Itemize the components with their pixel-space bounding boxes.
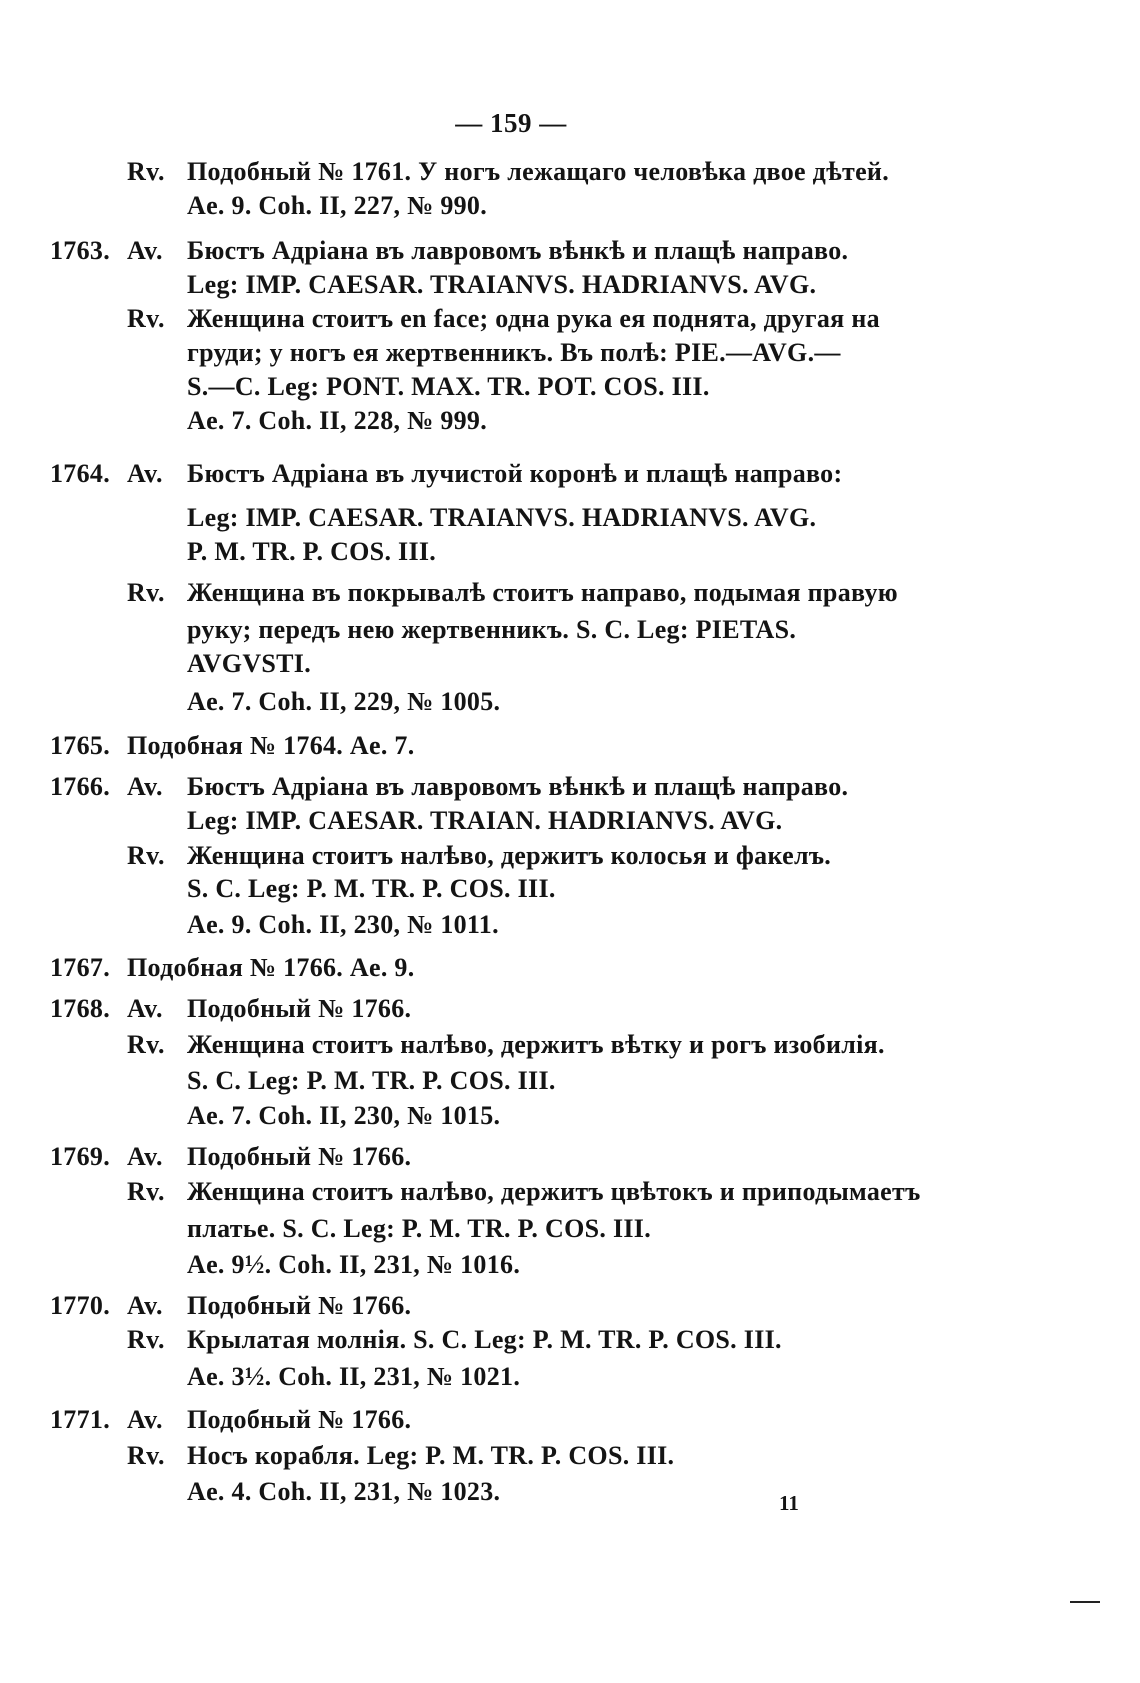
entry-number: 1768. bbox=[50, 994, 110, 1023]
line-text: Ae. 9. Coh. II, 230, № 1011. bbox=[187, 910, 499, 939]
line-text: Подобная № 1766. Ae. 9. bbox=[127, 953, 415, 982]
line-text: Ae. 4. Coh. II, 231, № 1023. bbox=[187, 1477, 501, 1506]
entry-number: 1769. bbox=[50, 1142, 110, 1171]
line-text: Бюстъ Адріана въ лавровомъ вѣнкѣ и плащѣ направо. bbox=[187, 772, 849, 801]
reverse-label: Rv. bbox=[127, 578, 165, 607]
line-text: Leg: IMP. CAESAR. TRAIANVS. HADRIANVS. AVG. bbox=[187, 503, 817, 532]
line-text: Женщина стоитъ налѣво, держитъ цвѣтокъ и приподымаетъ bbox=[187, 1177, 921, 1206]
line-text: Женщина въ покрывалѣ стоитъ направо, подымая правую bbox=[187, 578, 898, 607]
reverse-label: Rv. bbox=[127, 157, 165, 186]
entry-number: 1764. bbox=[50, 459, 110, 488]
line-text: платье. S. C. Leg: P. M. TR. P. COS. III. bbox=[187, 1214, 652, 1243]
line-text: Подобный № 1761. У ногъ лежащаго человѣка двое дѣтей. bbox=[187, 157, 890, 186]
line-text: груди; у ногъ ея жертвенникъ. Въ полѣ: PIE.—AVG.— bbox=[187, 338, 841, 367]
entry-number: 1771. bbox=[50, 1405, 110, 1434]
line-text: AVGVSTI. bbox=[187, 649, 312, 678]
line-text: Бюстъ Адріана въ лучистой коронѣ и плащѣ направо: bbox=[187, 459, 843, 488]
obverse-label: Av. bbox=[127, 1405, 163, 1434]
entry-number: 1770. bbox=[50, 1291, 110, 1320]
obverse-label: Av. bbox=[127, 994, 163, 1023]
line-text: Ae. 9. Coh. II, 227, № 990. bbox=[187, 191, 488, 220]
obverse-label: Av. bbox=[127, 1142, 163, 1171]
entry-number: 1763. bbox=[50, 236, 110, 265]
obverse-label: Av. bbox=[127, 459, 163, 488]
line-text: Leg: IMP. CAESAR. TRAIAN. HADRIANVS. AVG. bbox=[187, 806, 783, 835]
line-text: Женщина стоитъ налѣво, держитъ вѣтку и рогъ изобилія. bbox=[187, 1030, 885, 1059]
entry-number: 1765. bbox=[50, 731, 110, 760]
line-text: Женщина стоитъ налѣво, держитъ колосья и факелъ. bbox=[187, 841, 832, 870]
line-text: Ae. 3½. Coh. II, 231, № 1021. bbox=[187, 1362, 521, 1391]
reverse-label: Rv. bbox=[127, 1325, 165, 1354]
line-text: S. C. Leg: P. M. TR. P. COS. III. bbox=[187, 874, 556, 903]
margin-dash bbox=[1070, 1601, 1100, 1603]
line-text: Подобный № 1766. bbox=[187, 1142, 412, 1171]
line-text: Ae. 7. Coh. II, 230, № 1015. bbox=[187, 1101, 501, 1130]
obverse-label: Av. bbox=[127, 236, 163, 265]
line-text: Leg: IMP. CAESAR. TRAIANVS. HADRIANVS. AVG. bbox=[187, 270, 817, 299]
line-text: Ae. 9½. Coh. II, 231, № 1016. bbox=[187, 1250, 521, 1279]
line-text: S.—C. Leg: PONT. MAX. TR. POT. COS. III. bbox=[187, 372, 710, 401]
line-text: Ae. 7. Coh. II, 228, № 999. bbox=[187, 406, 488, 435]
line-text: Подобный № 1766. bbox=[187, 1291, 412, 1320]
line-text: Носъ корабля. Leg: P. M. TR. P. COS. III. bbox=[187, 1441, 675, 1470]
obverse-label: Av. bbox=[127, 1291, 163, 1320]
line-text: Подобный № 1766. bbox=[187, 994, 412, 1023]
line-text: S. C. Leg: P. M. TR. P. COS. III. bbox=[187, 1066, 556, 1095]
page-number: — 159 — bbox=[455, 108, 567, 138]
line-text: P. M. TR. P. COS. III. bbox=[187, 537, 437, 566]
obverse-label: Av. bbox=[127, 772, 163, 801]
line-text: Крылатая молнія. S. C. Leg: P. M. TR. P. COS. III. bbox=[187, 1325, 782, 1354]
sheet-signature: 11 bbox=[779, 1491, 799, 1515]
reverse-label: Rv. bbox=[127, 1030, 165, 1059]
line-text: Ae. 7. Coh. II, 229, № 1005. bbox=[187, 687, 501, 716]
reverse-label: Rv. bbox=[127, 304, 165, 333]
line-text: Подобная № 1764. Ae. 7. bbox=[127, 731, 415, 760]
reverse-label: Rv. bbox=[127, 1177, 165, 1206]
line-text: Бюстъ Адріана въ лавровомъ вѣнкѣ и плащѣ направо. bbox=[187, 236, 849, 265]
reverse-label: Rv. bbox=[127, 1441, 165, 1470]
line-text: руку; передъ нею жертвенникъ. S. C. Leg: PIETAS. bbox=[187, 615, 797, 644]
reverse-label: Rv. bbox=[127, 841, 165, 870]
entry-number: 1767. bbox=[50, 953, 110, 982]
entry-number: 1766. bbox=[50, 772, 110, 801]
line-text: Женщина стоитъ en face; одна рука ея поднята, другая на bbox=[187, 304, 880, 333]
line-text: Подобный № 1766. bbox=[187, 1405, 412, 1434]
